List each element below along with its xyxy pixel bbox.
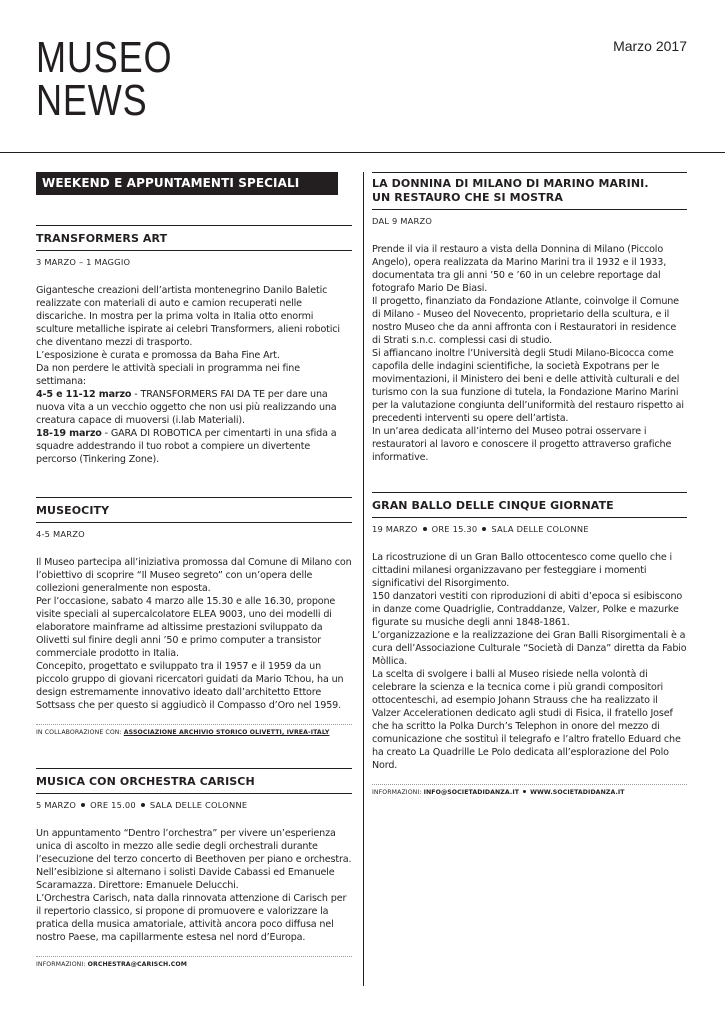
- article-donnina: [372, 172, 687, 464]
- masthead: [36, 33, 173, 125]
- event-date: 5 MARZO: [36, 800, 77, 810]
- article-body: [36, 284, 352, 466]
- article-date: 4-5 MARZO: [36, 529, 85, 539]
- event-text: - GARA DI ROBOTICA per cimentarti in una sfida a squadre addestrando il tuo robot a compiere un divertente percorso (Tinkering Zone).: [36, 428, 337, 465]
- paragraph: In un’area dedicata all’interno del Museo potrai osservare i restauratori al lavoro e conoscere il progetto attraverso grafiche informative.: [372, 426, 672, 463]
- paragraph: Il progetto, finanziato da Fondazione Atlante, coinvolge il Comune di Milano - Museo del Novecento, proprietario della scultura, e il nostro Museo che da anni affronta con i Restauratori in residence di Strati s.n.c. complessi casi di studio.: [372, 296, 679, 346]
- article-transformers: [36, 225, 352, 466]
- event-item: [36, 388, 352, 427]
- paragraph: Prende il via il restauro a vista della Donnina di Milano (Piccolo Angelo), opera realizzata da Marino Marini tra il 1932 e il 1933, documentata tra gli anni ’50 e ’60 in un celebre reportage dal fotografo Mario De Biasi.: [372, 244, 667, 294]
- info-note: [372, 784, 687, 796]
- bullet-dot: [523, 790, 526, 793]
- article-title: GRAN BALLO DELLE CINQUE GIORNATE: [372, 499, 614, 512]
- article-date: [372, 518, 687, 534]
- event-date: 19 MARZO: [372, 524, 418, 534]
- bullet-dot: [81, 803, 85, 807]
- bullet-dot: [482, 527, 486, 531]
- title-line: LA DONNINA DI MILANO DI MARINO MARINI.: [372, 177, 649, 190]
- article-body: [372, 551, 687, 772]
- article-body: [372, 243, 687, 464]
- paragraph: L’organizzazione e la realizzazione dei Gran Balli Risorgimentali è a cura dell’Associazione Culturale “Società di Danza” diretta da Fabio Mòllica.: [372, 630, 687, 667]
- info-label: INFORMAZIONI:: [372, 789, 424, 796]
- event-date: 4-5 e 11-12 marzo: [36, 389, 132, 400]
- article-title: MUSEOCITY: [36, 504, 110, 517]
- paragraph: 150 danzatori vestiti con riproduzioni di abiti d’epoca si esibiscono in danze come Quadriglie, Contraddanze, Valzer, Polke e mazurke figurate su musiche degli anni 1848-1861.: [372, 591, 683, 628]
- paragraph: Concepito, progettato e sviluppato tra il 1957 e il 1959 da un piccolo gruppo di giovani ricercatori guidati da Mario Tchou, ha un design estremamente innovativo ideato dall’architetto Ettore Sottsass che per questo si aggiudicò il Compasso d’Oro nel 1959.: [36, 661, 344, 711]
- event-text: - TRANSFORMERS FAI DA TE per dare una nuova vita a un vecchio oggetto che non usi più realizzando una creatura capace di muoversi (i.lab Materiali).: [36, 389, 337, 426]
- article-body: [36, 556, 352, 712]
- section-banner: WEEKEND E APPUNTAMENTI SPECIALI: [36, 172, 338, 195]
- info-note: [36, 956, 352, 968]
- article-gran-ballo: [372, 492, 687, 796]
- event-place: SALA DELLE COLONNE: [149, 800, 248, 810]
- article-title: [372, 173, 687, 209]
- website-link[interactable]: WWW.SOCIETADIDANZA.IT: [530, 789, 625, 796]
- article-date: [36, 794, 352, 810]
- article-museocity: [36, 497, 352, 736]
- paragraph: La ricostruzione di un Gran Ballo ottocentesco come quello che i cittadini milanesi organizzavano per festeggiare i momenti significativi del Risorgimento.: [372, 552, 673, 589]
- event-date: 18-19 marzo: [36, 428, 102, 439]
- event-item: [36, 427, 352, 466]
- paragraph: L’esposizione è curata e promossa da Baha Fine Art.: [36, 350, 280, 361]
- paragraph: Un appuntamento “Dentro l’orchestra” per vivere un’esperienza unica di ascolto in mezzo alle sedie degli orchestrali durante l’esecuzione del terzo concerto di Beethoven per piano e orchestra. Nell’esibizione si alternano i solisti Davide Cabassi ed Emanuele Scaramazza. Direttore: Emanuele Delucchi.: [36, 828, 352, 891]
- masthead-line-2: NEWS: [36, 76, 148, 125]
- right-column: [372, 172, 687, 796]
- title-line: UN RESTAURO CHE SI MOSTRA: [372, 191, 563, 204]
- paragraph: Gigantesche creazioni dell’artista montenegrino Danilo Baletic realizzate con materiali di auto e camion recuperati nelle discariche. In mostra per la prima volta in Italia otto enormi sculture metalliche ispirate ai celebri Transformers, alieni robotici che diventano mezzi di trasporto.: [36, 285, 340, 348]
- article-date: DAL 9 MARZO: [372, 216, 433, 226]
- event-time: ORE 15.00: [90, 800, 136, 810]
- article-date: 3 MARZO – 1 MAGGIO: [36, 257, 131, 267]
- event-time: ORE 15.30: [431, 524, 478, 534]
- bullet-dot: [423, 527, 427, 531]
- email-link[interactable]: ORCHESTRA@CARISCH.COM: [87, 961, 187, 968]
- bullet-dot: [141, 803, 145, 807]
- info-label: INFORMAZIONI:: [36, 961, 88, 968]
- article-title: TRANSFORMERS ART: [36, 232, 168, 245]
- header-divider: [0, 152, 725, 153]
- info-label: IN COLLABORAZIONE CON:: [36, 729, 124, 736]
- info-value: ASSOCIAZIONE ARCHIVIO STORICO OLIVETTI, IVREA-ITALY: [123, 729, 330, 736]
- article-carisch: [36, 768, 352, 968]
- paragraph: Per l’occasione, sabato 4 marzo alle 15.30 e alle 16.30, propone visite speciali al supercalcolatore ELEA 9003, uno dei modelli di elaboratore mainframe ad altissime prestazioni sviluppato da Olivetti sul finire degli anni ’50 e primo computer a transistor commerciale prodotto in Italia.: [36, 596, 336, 659]
- paragraph: Il Museo partecipa all’iniziativa promossa dal Comune di Milano con l’obiettivo di scoprire “Il Museo segreto” con un’opera delle collezioni generalmente non esposta.: [36, 557, 352, 594]
- email-link[interactable]: INFO@SOCIETADIDANZA.IT: [423, 789, 520, 796]
- event-place: SALA DELLE COLONNE: [491, 524, 589, 534]
- left-column: [36, 172, 352, 968]
- paragraph: Si affiancano inoltre l’Università degli Studi Milano-Bicocca come capofila delle indagini scientifiche, la società Expotrans per le movimentazioni, il Ministero dei beni e delle attività culturali e del turismo con la sua funzione di tutela, la Fondazione Marino Marini per la valutazione congiunta dell’uniformità del restauro rispetto ai precedenti interventi su opere dell’artista.: [372, 348, 684, 424]
- article-title: MUSICA CON ORCHESTRA CARISCH: [36, 775, 255, 788]
- paragraph: La scelta di svolgere i balli al Museo risiede nella volontà di celebrare la scienza e la tecnica come i più grandi compositori ottocenteschi, ad esempio Johann Strauss che ha realizzato il Valzer Accelerationen dedicato agli studi di Fisica, il fratello Josef che ha scritto la Polka Durch’s Telephon in onore del mezzo di comunicazione che sostituì il telegrafo e l’altro fratello Eduard che ha creato La Quadrille Le Polo dedicata all’esplorazione del Polo Nord.: [372, 669, 681, 771]
- article-body: [36, 827, 352, 944]
- issue-date: Marzo 2017: [613, 38, 687, 54]
- paragraph: Da non perdere le attività speciali in programma nei fine settimana:: [36, 363, 300, 387]
- paragraph: L’Orchestra Carisch, nata dalla rinnovata attenzione di Carisch per il repertorio classico, si propone di promuovere e valorizzare la pratica della musica amatoriale, attività ancora poco diffusa nel nostro Paese, ma capillarmente estesa nel nord d’Europa.: [36, 893, 347, 943]
- collaboration-note: [36, 724, 352, 736]
- masthead-line-1: MUSEO: [36, 33, 173, 82]
- column-divider: [363, 172, 364, 986]
